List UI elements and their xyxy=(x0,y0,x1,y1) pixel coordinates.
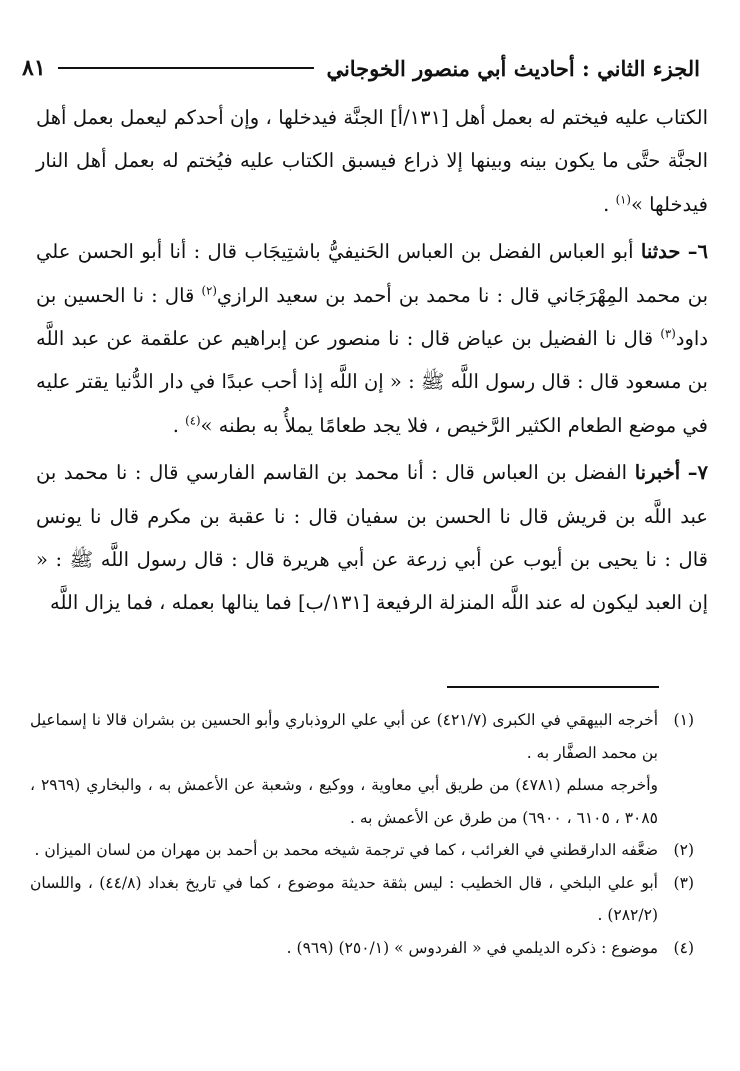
page-header xyxy=(22,48,700,88)
footnote-1 xyxy=(30,704,694,769)
footnote-1-continuation xyxy=(30,769,694,834)
hadith-6 xyxy=(36,230,708,447)
footnote-number: (٤) xyxy=(673,938,694,957)
footnote-number: (١) xyxy=(673,711,694,729)
footnote-text: أخرجه البيهقي في الكبرى (٤٢١/٧) عن أبي علي الروذباري وأبو الحسين بن بشران قالا نا إسماعيل بن محمد الصفَّار به . xyxy=(30,711,658,762)
footnote-number: (٢) xyxy=(673,841,694,859)
footnote-text: أبو علي البلخي ، قال الخطيب : ليس بثقة حديثة موضوع ، كما في تاريخ بغداد (٤٤/٨) ، واللسان (٢٨٢/٢) . xyxy=(30,873,658,924)
footnote-4 xyxy=(30,932,694,965)
footnote-ref: (٢) xyxy=(201,283,217,298)
hadith-number: ٧– xyxy=(687,461,709,485)
footnote-text: ضعَّفه الدارقطني في الغرائب ، كما في ترجمة شيخه محمد بن أحمد بن مهران من لسان الميزان . xyxy=(34,841,658,859)
footnote-number: (٣) xyxy=(673,873,694,892)
running-title: الجزء الثاني : أحاديث أبي منصور الخوجاني xyxy=(326,55,700,81)
main-text xyxy=(36,96,708,625)
footnote-text: موضوع : ذكره الديلمي في « الفردوس » (٢٥٠/١) (٩٦٩) . xyxy=(286,938,658,957)
hadith-number: ٦– xyxy=(687,240,709,264)
paragraph-continuation xyxy=(36,96,708,226)
hadith-text: قال : نا الحسين بن داود xyxy=(36,283,708,351)
hadith-7 xyxy=(36,451,708,625)
page-number: ٨١ xyxy=(22,55,46,81)
footnote-ref: (١) xyxy=(615,192,631,207)
footnote-3 xyxy=(30,867,694,932)
footnotes xyxy=(30,704,694,964)
header-rule xyxy=(58,67,315,69)
paragraph-end: . xyxy=(603,192,610,216)
footnote-ref: (٤) xyxy=(185,413,201,428)
hadith-text: الفضل بن العباس قال : أنا محمد بن القاسم الفارسي قال : نا محمد بن عبد اللَّه بن قريش قال نا الحسن بن سفيان قال : نا عقبة بن مكرم قال نا يونس قال : نا يحيى بن أيوب عن أبي زرعة عن أبي هريرة قال : قال رسول اللَّه ﷺ : « إن العبد ليكون له عند اللَّه المنزلة الرفيعة [١٣١/ب] فما ينالها بعمله ، فما يزال اللَّه xyxy=(36,461,708,615)
paragraph-end: . xyxy=(172,413,179,437)
footnote-text: وأخرجه مسلم (٤٧٨١) من طريق أبي معاوية ، ووكيع ، وشعبة عن الأعمش به ، والبخاري (٢٩٦٩ ، ٣٠٨٥ ، ٦١٠٥ ، ٦٩٠٠) من طرق عن الأعمش به . xyxy=(30,776,658,827)
hadith-lead-word: حدثنا xyxy=(640,240,681,264)
footnote-separator xyxy=(447,686,659,688)
paragraph-text: الكتاب عليه فيختم له بعمل أهل [١٣١/أ] الجنَّة فيدخلها ، وإن أحدكم ليعمل بعمل أهل الجنَّة حتَّى ما يكون بينه وبينها إلا ذراع فيسبق الكتاب عليه فيُختم له بعمل أهل النار فيدخلها » xyxy=(36,106,708,216)
footnote-ref: (٣) xyxy=(660,326,676,341)
hadith-text: قال نا الفضيل بن عياض قال : نا منصور عن إبراهيم عن علقمة عن عبد اللَّه بن مسعود قال : قال رسول اللَّه ﷺ : « إن اللَّه إذا أحب عبدًا في دار الدُّنيا يقتر عليه في موضع الطعام الكثير الرَّخيص ، فلا يجد طعامًا يملأُ به بطنه » xyxy=(36,327,708,437)
hadith-lead-word: أخبرنا xyxy=(634,461,681,485)
hadith-text: أبو العباس الفضل بن العباس الحَنيفيُّ باشتِيجَاب قال : أنا أبو الحسن علي بن محمد المِهْرَجَاني قال : نا محمد بن أحمد بن سعيد الرازي xyxy=(36,240,708,307)
footnote-2 xyxy=(30,834,694,867)
